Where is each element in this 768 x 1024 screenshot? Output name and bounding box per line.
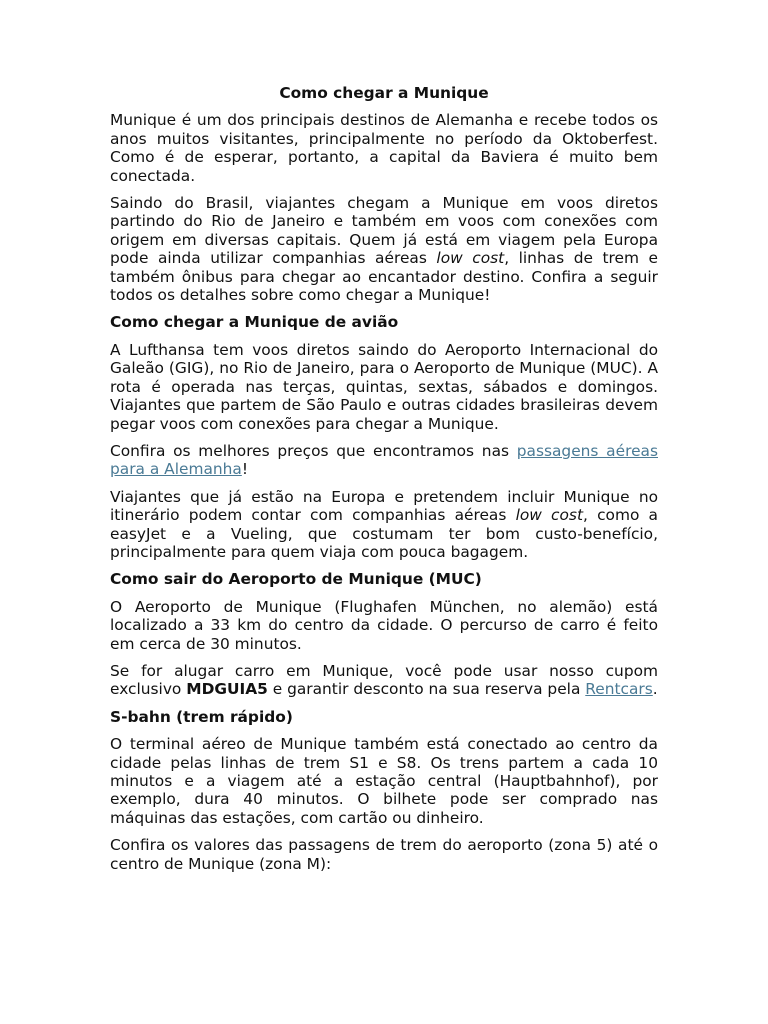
intro-paragraph-2-text-a: Saindo do Brasil, viajantes chegam a Munique em voos diretos partindo do Rio de Janeiro e também em voos com conexões com origem em diversas capitais. Quem já está em viagem pela Europa pode ainda utilizar companhias aéreas: [110, 194, 658, 268]
rentcars-link[interactable]: Rentcars: [585, 680, 653, 699]
sbahn-paragraph-2: Confira os valores das passagens de trem do aeroporto (zona 5) até o centro de Munique (zona M):: [110, 836, 658, 873]
sair-paragraph-2-text-a: Se for alugar carro em Munique, você pode usar nosso cupom exclusivo: [110, 661, 658, 699]
sbahn-paragraph-1: O terminal aéreo de Munique também está conectado ao centro da cidade pelas linhas de trem S1 e S8. Os trens partem a cada 10 minutos e a viagem até a estação central (Hauptbahnhof), por exemplo, dura 40 minutos. O bilhete pode ser comprado nas máquinas das estações, com cartão ou dinheiro.: [110, 735, 658, 827]
aviao-paragraph-3-text-a: Viajantes que já estão na Europa e pretendem incluir Munique no itinerário podem contar com companhias aéreas: [110, 487, 658, 525]
sair-paragraph-2: [110, 662, 658, 699]
coupon-code: MDGUIA5: [186, 680, 268, 699]
aviao-paragraph-2-text-a: Confira os melhores preços que encontramos nas: [110, 441, 517, 460]
section-heading-sbahn: S-bahn (trem rápido): [110, 707, 293, 726]
aviao-paragraph-3: [110, 488, 658, 562]
aviao-paragraph-2: [110, 442, 658, 479]
intro-paragraph-2-text-b: , linhas de trem e também ônibus para chegar ao encantador destino. Confira a seguir todos os detalhes sobre como chegar a Munique!: [110, 249, 658, 305]
section-heading-aviao: Como chegar a Munique de avião: [110, 313, 399, 332]
aviao-paragraph-3-text-b: , como a easyJet e a Vueling, que costumam ter bom custo-benefício, principalmente para quem viaja com pouca bagagem.: [110, 506, 658, 561]
section-heading-sair: Como sair do Aeroporto de Munique (MUC): [110, 570, 482, 589]
low-cost-emphasis: low cost: [436, 249, 505, 268]
low-cost-emphasis: low cost: [515, 506, 583, 525]
intro-paragraph-1: Munique é um dos principais destinos de Alemanha e recebe todos os anos muitos visitantes, principalmente no período da Oktoberfest. Como é de esperar, portanto, a capital da Baviera é muito bem conectada.: [110, 111, 658, 185]
sair-paragraph-2-text-c: .: [652, 680, 658, 699]
passagens-aereas-link[interactable]: passagens aéreas para a Alemanha: [110, 441, 658, 479]
aviao-paragraph-2-text-b: !: [241, 460, 248, 479]
aviao-paragraph-1: A Lufthansa tem voos diretos saindo do Aeroporto Internacional do Galeão (GIG), no Rio de Janeiro, para o Aeroporto de Munique (MUC). A rota é operada nas terças, quintas, sextas, sábados e domingos. Viajantes que partem de São Paulo e outras cidades brasileiras devem pegar voos com conexões para chegar a Munique.: [110, 340, 658, 433]
page-title: Como chegar a Munique: [279, 84, 489, 102]
sair-paragraph-1: O Aeroporto de Munique (Flughafen München, no alemão) está localizado a 33 km do centro da cidade. O percurso de carro é feito em cerca de 30 minutos.: [110, 597, 658, 653]
sair-paragraph-2-text-b: e garantir desconto na sua reserva pela: [267, 680, 586, 699]
document-page: [110, 84, 658, 882]
intro-paragraph-2: [110, 194, 658, 304]
